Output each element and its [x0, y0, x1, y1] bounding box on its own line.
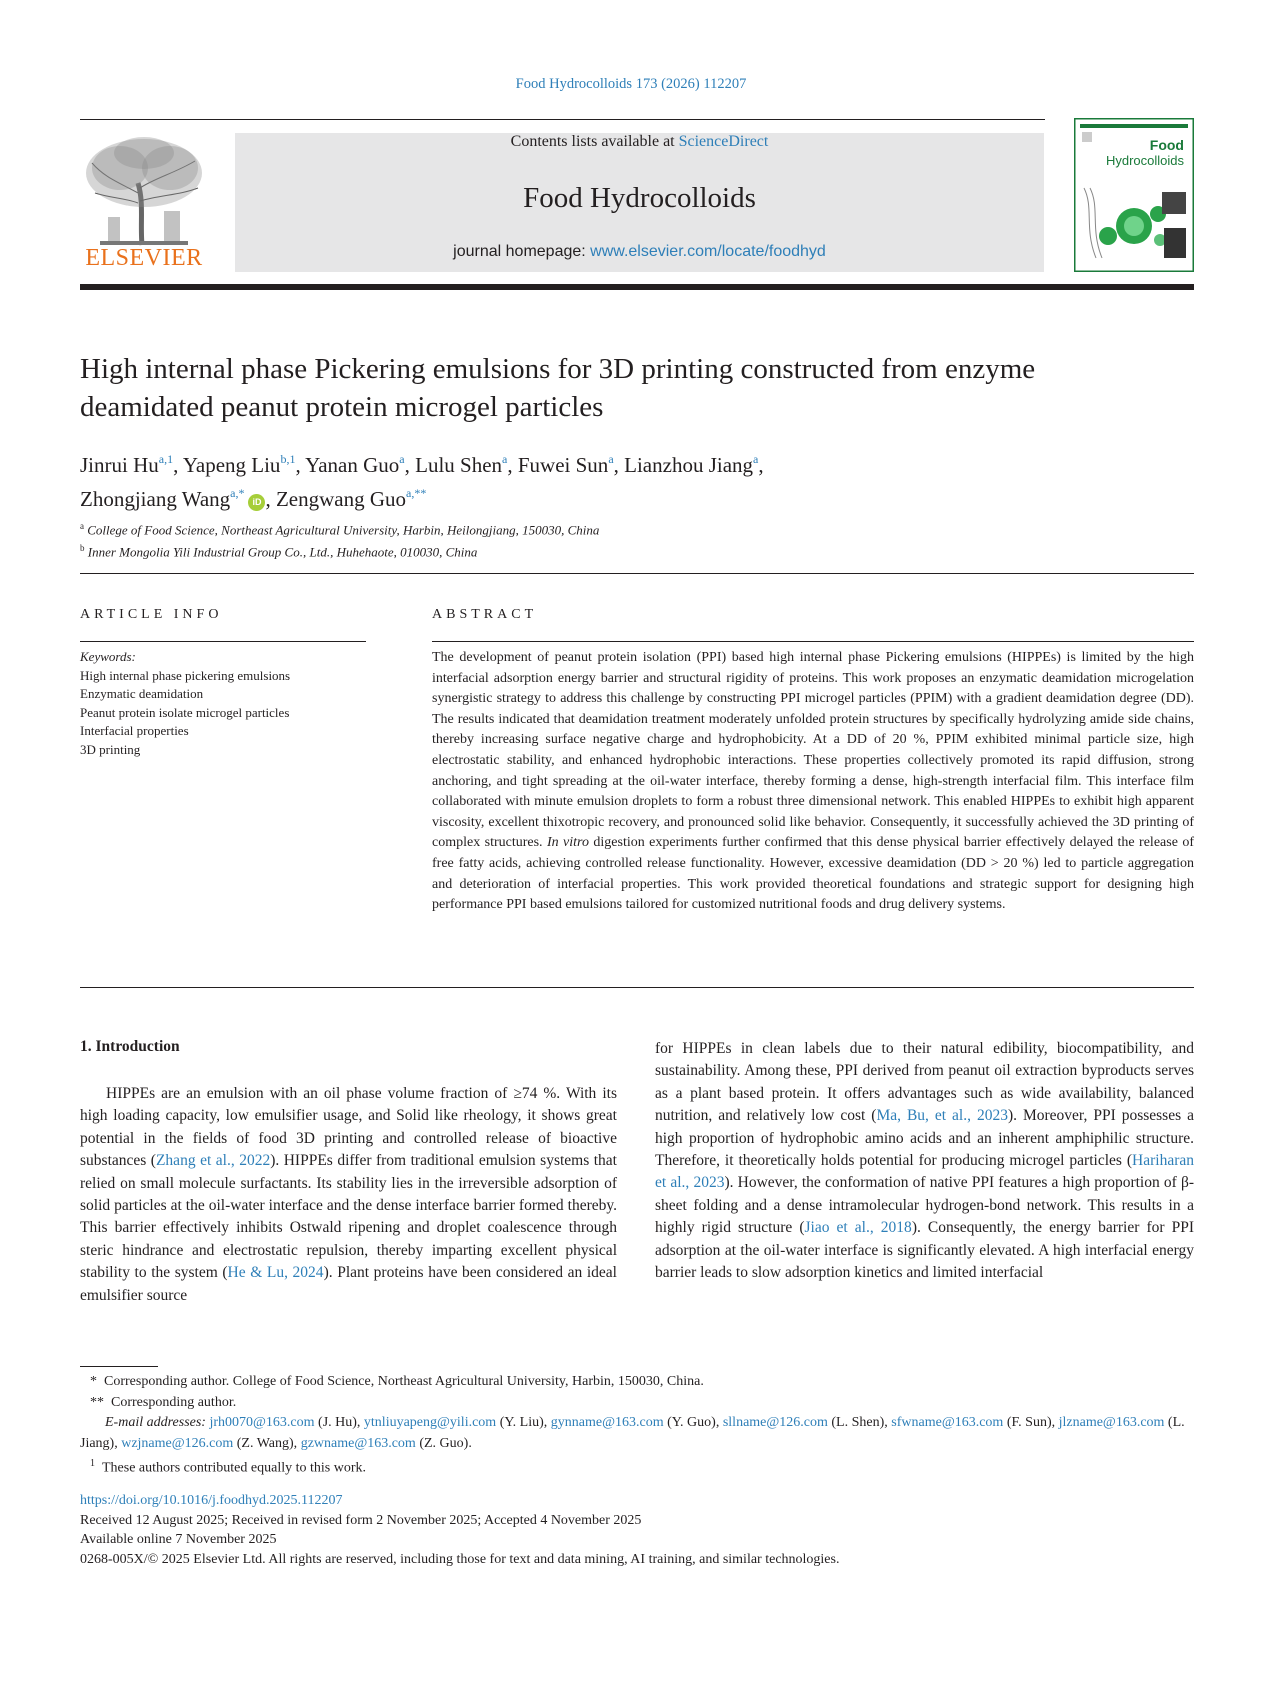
cover-title: Food Hydrocolloids	[1105, 137, 1184, 168]
orcid-icon[interactable]: iD	[248, 494, 265, 511]
keyword-item: Enzymatic deamidation	[80, 686, 204, 701]
footnote-rule	[80, 1366, 158, 1367]
introduction-heading: 1. Introduction	[80, 1038, 180, 1055]
author-affiliation-mark[interactable]: a,**	[406, 486, 427, 500]
affiliation-item: $^a$ College of Food Science, Northeast Agricultural University, Harbin, Heilongjiang, 150030, China	[80, 521, 600, 538]
email-link[interactable]: gynname@163.com	[550, 1415, 664, 1430]
author-name[interactable]: Yapeng Liu	[182, 453, 281, 477]
journal-homepage-link[interactable]: www.elsevier.com/locate/foodhyd	[590, 243, 826, 260]
reference-link[interactable]: Zhang et al., 2022	[155, 1152, 271, 1170]
available-online-date: Available online 7 November 2025	[80, 1532, 277, 1547]
author-affiliation-mark[interactable]: a,1	[158, 452, 174, 466]
article-info-rule	[80, 641, 366, 642]
keyword-item: Peanut protein isolate microgel particles	[80, 704, 290, 720]
reference-link[interactable]: Hariharan et al., 2023	[655, 1152, 1194, 1192]
footnotes	[80, 1372, 1194, 1479]
received-dates: Received 12 August 2025; Received in revised form 2 November 2025; Accepted 4 November 2025	[80, 1512, 642, 1528]
elsevier-logo	[80, 133, 208, 277]
header-top-rule	[80, 119, 1045, 120]
author-name[interactable]: Jinrui Hu	[80, 453, 159, 477]
doi-link[interactable]: https://doi.org/10.1016/j.foodhyd.2025.112207	[80, 1493, 343, 1508]
introduction-left-column: HIPPEs are an emulsion with an oil phase volume fraction of ≥74 %. With its high loading capacity, low emulsifier usage, and Solid like rheology, it shows great potential in the fields of food 3D printing and controlled release of bioactive substances (Zhang et al., 2022). HIPPEs differ from traditional emulsion systems that relied on small molecule surfactants. Its stability lies in the irreversible adsorption of solid particles at the oil-water interface and the dense interface barrier formed thereby. This barrier effectively inhibits Ostwald ripening and droplet coalescence through steric hindrance and electrostatic repulsion, thereby imparting excellent physical stability to the system (He & Lu, 2024). Plant proteins have been considered an ideal emulsifier source	[80, 1085, 617, 1304]
header-thick-rule	[80, 284, 1194, 290]
abstract-bottom-rule	[80, 987, 1194, 988]
author-affiliation-mark[interactable]: a	[608, 452, 614, 466]
publisher-wordmark: ELSEVIER	[85, 245, 203, 271]
author-name[interactable]: Fuwei Sun	[517, 453, 609, 477]
keyword-item: Interfacial properties	[80, 723, 189, 738]
keywords-block	[80, 648, 370, 759]
author-affiliation-mark[interactable]: a	[502, 452, 508, 466]
author-affiliation-mark[interactable]: a	[399, 452, 405, 466]
journal-cover-thumbnail[interactable]	[1074, 118, 1194, 272]
section-divider	[80, 573, 1194, 574]
publication-info	[80, 1491, 1194, 1569]
contents-available-line: Contents lists available at ScienceDirect	[510, 133, 769, 150]
author-name[interactable]: Zhongjiang Wang	[80, 487, 231, 511]
author-affiliation-mark[interactable]: a	[753, 452, 759, 466]
article-title: High internal phase Pickering emulsions for 3D printing constructed from enzyme deamidated peanut protein microgel particles	[80, 353, 1036, 423]
email-addresses: E-mail addresses: jrh0070@163.com (J. Hu), ytnliuyapeng@yili.com (Y. Liu), gynname@163.com (Y. Guo), sllname@126.com (L. Shen), sfwname@163.com (F. Sun), jlzname@163.com (L. Jiang), wzjname@126.com (Z. Wang), gzwname@163.com (Z. Guo).	[80, 1415, 1185, 1451]
keyword-item: 3D printing	[80, 741, 141, 757]
equal-contribution-note: $^1$ These authors contributed equally to this work.	[90, 1458, 366, 1476]
affiliation-item: $^b$ Inner Mongolia Yili Industrial Group Co., Ltd., Huhehaote, 010030, China	[80, 543, 478, 560]
email-link[interactable]: jrh0070@163.com	[209, 1415, 315, 1430]
email-link[interactable]: wzjname@126.com	[121, 1435, 234, 1451]
journal-citation[interactable]: Food Hydrocolloids 173 (2026) 112207	[515, 76, 747, 92]
author-name[interactable]: Lulu Shen	[415, 453, 503, 477]
abstract-rule	[432, 641, 1194, 642]
affiliation-list	[80, 517, 1180, 562]
author-affiliation-mark[interactable]: b,1	[280, 452, 296, 466]
reference-link[interactable]: Jiao et al., 2018	[804, 1219, 912, 1237]
author-list: Jinrui Hu$^{a,1}$, Yapeng Liu$^{b,1}$, Yanan Guo$^a$, Lulu Shen$^a$, Fuwei Sun$^a$, Lianzhou Jiang$^a$, Zhongjiang Wang$^{a,*}$iD , Zengwang Guo$^{a,**}$	[80, 452, 764, 511]
keywords-label: Keywords:	[80, 649, 136, 664]
email-link[interactable]: sllname@126.com	[722, 1415, 828, 1430]
email-link[interactable]: gzwname@163.com	[300, 1435, 416, 1451]
reference-link[interactable]: He & Lu, 2024	[227, 1264, 324, 1282]
author-affiliation-mark[interactable]: a,*	[230, 486, 245, 500]
journal-header-banner	[235, 133, 1044, 272]
sciencedirect-link[interactable]: ScienceDirect	[678, 133, 769, 150]
journal-name: Food Hydrocolloids	[523, 182, 756, 214]
introduction-right-column: for HIPPEs in clean labels due to their natural edibility, biocompatibility, and sustainability. Among these, PPI derived from peanut oil extraction byproducts serves as a plant based protein. It offers advantages such as wide availability, balanced nutrition, and relatively low cost (Ma, Bu, et al., 2023). Moreover, PPI possesses a high proportion of hydrophobic amino acids and an inherent amphiphilic structure. Therefore, it theoretically holds potential for producing microgel particles (Hariharan et al., 2023). However, the conformation of native PPI features a high proportion of β-sheet folding and a dense intramolecular hydrogen-bond network. This results in a highly rigid structure (Jiao et al., 2018). Consequently, the energy barrier for PPI adsorption at the oil-water interface is significantly elevated. A high interfacial energy barrier leads to slow adsorption kinetics and limited interfacial	[655, 1040, 1195, 1282]
keyword-item: High internal phase pickering emulsions	[80, 667, 291, 683]
corresponding-author-note: ** Corresponding author.	[90, 1394, 237, 1410]
reference-link[interactable]: Ma, Bu, et al., 2023	[876, 1107, 1008, 1125]
article-info-heading: ARTICLE INFO	[80, 607, 223, 622]
email-link[interactable]: ytnliuyapeng@yili.com	[363, 1415, 497, 1430]
journal-homepage-line: journal homepage: www.elsevier.com/locate/foodhyd	[453, 243, 826, 260]
author-name[interactable]: Zengwang Guo	[275, 487, 407, 511]
copyright-line: 0268-005X/© 2025 Elsevier Ltd. All rights are reserved, including those for text and data mining, AI training, and similar technologies.	[80, 1551, 840, 1567]
author-name[interactable]: Lianzhou Jiang	[624, 453, 754, 477]
abstract-heading: ABSTRACT	[432, 607, 538, 622]
author-name[interactable]: Yanan Guo	[305, 453, 400, 477]
email-link[interactable]: jlzname@163.com	[1058, 1415, 1165, 1430]
corresponding-author-note: * Corresponding author. College of Food Science, Northeast Agricultural University, Harbin, 150030, China.	[90, 1374, 704, 1389]
email-link[interactable]: sfwname@163.com	[891, 1415, 1004, 1430]
abstract-text: The development of peanut protein isolation (PPI) based high internal phase Pickering emulsions (HIPPEs) is limited by the high interfacial adsorption energy barrier and structural rigidity of proteins. This work proposes an enzymatic deamidation microgelation synergistic strategy to address this challenge by constructing PPI microgel particles (PPIM) with a gradient deamidation degree (DD). The results indicated that deamidation treatment moderately unfolded protein structures by specifically hydrolyzing amide side chains, thereby increasing surface negative charge and hydrophobicity. At a DD of 20 %, PPIM exhibited minimal particle size, high electrostatic stability, and enhanced hydrophobic interactions. These properties collectively promoted its rapid diffusion, strong anchoring, and tight spreading at the oil-water interface, thereby forming a dense, high-strength interfacial film. This interface film collaborated with minute emulsion droplets to form a robust three dimensional network. This enabled HIPPEs to exhibit high apparent viscosity, excellent thixotropic recovery, and pronounced solid like behavior. Consequently, it successfully achieved the 3D printing of complex structures. In vitro digestion experiments further confirmed that this dense physical barrier effectively delayed the release of free fatty acids, achieving controlled release functionality. However, excessive deamidation (DD > 20 %) led to particle aggregation and deterioration of interfacial properties. This work provided theoretical foundations and strategic support for designing high performance PPI based emulsions tailored for customized nutritional foods and drug delivery systems.	[432, 650, 1194, 913]
